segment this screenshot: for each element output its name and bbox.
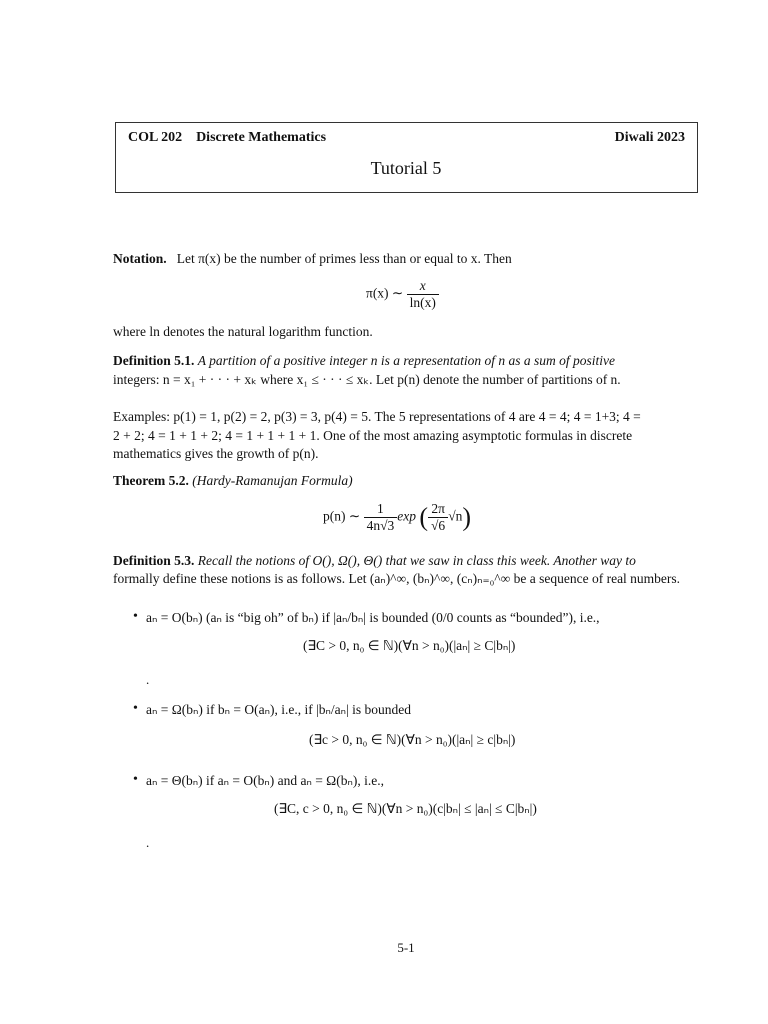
def51-label: Definition 5.1. (113, 353, 195, 368)
bullet-3-trailing: . (146, 835, 150, 850)
thm52-inner-num: 2π (431, 501, 445, 516)
thm52-fraction-num: 1 (377, 501, 384, 516)
thm52-label: Theorem 5.2. (113, 473, 189, 488)
thm52-inner-fraction (428, 501, 448, 534)
thm52-sqrt-n: √n (448, 508, 463, 524)
examples-line2: 2 + 2; 4 = 1 + 1 + 2; 4 = 1 + 1 + 1 + 1. One of the most amazing asymptotic formulas in discrete (113, 428, 633, 443)
examples-line1: Examples: p(1) = 1, p(2) = 2, p(3) = 3, p(4) = 5. The 5 representations of 4 are 4 = 4; 4 = 1+3; 4 = (113, 409, 641, 424)
thm52-lhs: p(n) ∼ (323, 508, 361, 524)
def51-line2: integers: n = x₁ + · · · + xₖ where x₁ ≤ · · · ≤ xₖ. Let p(n) denote the number of partitions of n. (113, 372, 621, 387)
notation-fraction (407, 278, 439, 311)
examples-line3: mathematics gives the growth of p(n). (113, 446, 319, 461)
bullet-1-text: aₙ = O(bₙ) (aₙ is “big oh” of bₙ) if |aₙ/bₙ| is bounded (0/0 counts as “bounded”), i.e., (146, 610, 600, 625)
course-title: COL 202 Discrete Mathematics (128, 130, 327, 145)
def51-line1 (113, 351, 615, 370)
def53-line1 (113, 551, 636, 570)
def53-text1: Recall the notions of O(), Ω(), Θ() that we saw in class this week. Another way to (197, 553, 636, 568)
bullet-2-formula: (∃c > 0, n₀ ∈ ℕ)(∀n > n₀)(|aₙ| ≥ c|bₙ|) (309, 732, 516, 747)
bullet-3-marker: • (133, 772, 138, 787)
notation-formula (366, 278, 439, 311)
left-paren: ( (419, 502, 429, 532)
notation-fraction-num: x (419, 278, 426, 293)
bullet-1-formula: (∃C > 0, n₀ ∈ ℕ)(∀n > n₀)(|aₙ| ≥ C|bₙ|) (303, 638, 516, 653)
def51-text1: A partition of a positive integer n is a representation of n as a sum of positive (197, 353, 615, 368)
page-title: Tutorial 5 (370, 158, 442, 178)
bullet-1-marker: • (133, 609, 138, 624)
notation-paragraph (113, 249, 512, 268)
bullet-1-trailing: . (146, 672, 150, 687)
page-number: 5-1 (397, 940, 415, 955)
notation-after: where ln denotes the natural logarithm function. (113, 324, 373, 339)
thm52-exp: exp (397, 508, 416, 524)
right-paren: ) (462, 502, 472, 532)
bullet-3-formula: (∃C, c > 0, n₀ ∈ ℕ)(∀n > n₀)(c|bₙ| ≤ |aₙ| ≤ C|bₙ|) (274, 801, 537, 816)
thm52-fraction-den: 4n√3 (364, 517, 398, 534)
notation-label: Notation. (113, 251, 167, 266)
def53-label: Definition 5.3. (113, 553, 195, 568)
notation-formula-lhs: π(x) ∼ (366, 285, 404, 301)
bullet-2-text: aₙ = Ω(bₙ) if bₙ = O(aₙ), i.e., if |bₙ/aₙ| is bounded (146, 702, 412, 717)
def53-line2: formally define these notions is as follows. Let (aₙ)^∞, (bₙ)^∞, (cₙ)ₙ₌₀^∞ be a sequence of real numbers. (113, 571, 681, 586)
thm52-fraction (364, 501, 398, 534)
thm52-inner-den: √6 (428, 517, 448, 534)
thm52-heading (113, 471, 353, 490)
bullet-2-marker: • (133, 701, 138, 716)
hardy-ramanujan-formula (323, 501, 471, 534)
notation-text: Let π(x) be the number of primes less than or equal to x. Then (176, 251, 512, 266)
notation-fraction-den: ln(x) (407, 294, 439, 311)
bullet-3-text: aₙ = Θ(bₙ) if aₙ = O(bₙ) and aₙ = Ω(bₙ), i.e., (146, 773, 384, 788)
term-label: Diwali 2023 (614, 130, 685, 145)
thm52-name: (Hardy-Ramanujan Formula) (192, 473, 353, 488)
